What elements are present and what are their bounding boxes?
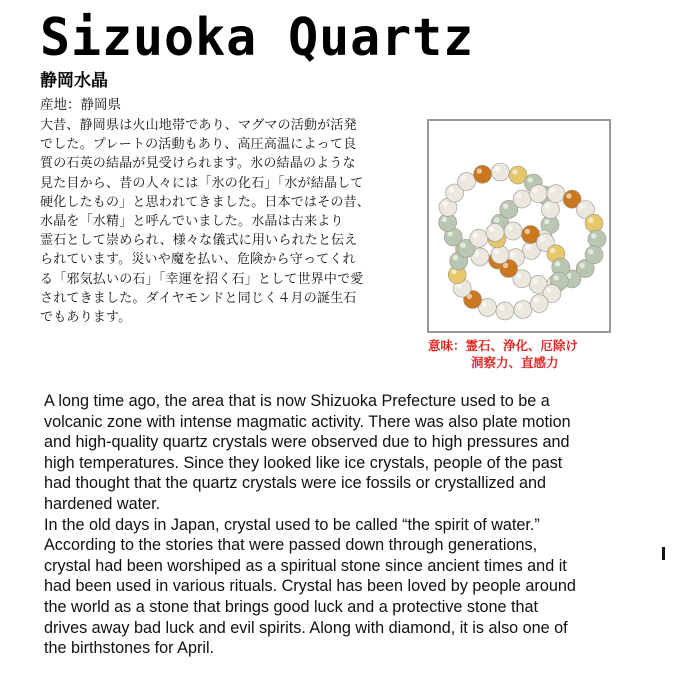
bead-highlight bbox=[554, 275, 559, 280]
bead-highlight bbox=[495, 166, 500, 171]
bead bbox=[585, 214, 603, 232]
bead-highlight bbox=[544, 219, 549, 224]
bead-highlight bbox=[566, 193, 571, 198]
meaning-line-1: 意味：霊石、浄化、厄除け bbox=[428, 338, 579, 353]
en-line: had been used in various rituals. Crystal has been loved by people around bbox=[44, 577, 576, 596]
page-title: Sizuoka Quartz bbox=[40, 8, 475, 68]
bead-highlight bbox=[453, 255, 458, 260]
bead bbox=[530, 295, 548, 313]
bead bbox=[491, 246, 509, 264]
bead-highlight bbox=[510, 252, 515, 257]
jp-line: 見た目から、昔の人々には「氷の化石」「水が結晶して bbox=[40, 175, 364, 191]
bead-highlight bbox=[489, 227, 494, 232]
en-line: crystal had been worshiped as a spiritual stone since ancient times and it bbox=[44, 556, 567, 575]
japanese-title: 静岡水晶 bbox=[40, 71, 108, 91]
en-line: and high-quality quartz crystals were observed due to high pressures and bbox=[44, 433, 570, 452]
bead-highlight bbox=[550, 248, 555, 253]
jp-line: られています。災いや魔を払い、危険から守ってくれ bbox=[40, 252, 356, 268]
bead-highlight bbox=[517, 304, 522, 309]
en-line: the birthstones for April. bbox=[44, 639, 215, 658]
bead-highlight bbox=[494, 217, 499, 222]
bead-highlight bbox=[532, 278, 537, 283]
meaning-line-2: 洞察力、直感力 bbox=[471, 355, 559, 370]
japanese-description bbox=[40, 116, 410, 327]
en-line: According to the stories that were passed down through generations, bbox=[44, 536, 538, 555]
bead-highlight bbox=[580, 204, 585, 209]
bead bbox=[585, 246, 603, 264]
bead-highlight bbox=[533, 298, 538, 303]
bead bbox=[547, 185, 565, 203]
bead-highlight bbox=[516, 273, 521, 278]
bead-highlight bbox=[588, 249, 593, 254]
en-line: the world as a stone that brings good luck and a protective stone that bbox=[44, 597, 539, 616]
bead-highlight bbox=[499, 305, 504, 310]
meaning-caption bbox=[428, 337, 618, 371]
jp-line: でもあります。 bbox=[40, 310, 132, 326]
bead bbox=[470, 229, 488, 247]
bead-highlight bbox=[474, 251, 479, 256]
bead bbox=[513, 190, 531, 208]
bead-highlight bbox=[442, 217, 447, 222]
bead bbox=[504, 222, 522, 240]
en-line: hardened water. bbox=[44, 494, 161, 513]
bead-highlight bbox=[461, 176, 466, 181]
bead bbox=[541, 201, 559, 219]
en-line: high temperatures. Since they looked like ice crystals, people of the past bbox=[44, 453, 563, 472]
bead bbox=[588, 230, 606, 248]
bead bbox=[458, 173, 476, 191]
jp-line: されてきました。ダイヤモンドと同じく４月の誕生石 bbox=[40, 290, 357, 306]
bead-highlight bbox=[512, 169, 517, 174]
jp-line: でした。プレートの活動もあり、高圧高温によって良 bbox=[40, 137, 357, 153]
bead-highlight bbox=[588, 218, 593, 223]
bead-highlight bbox=[477, 168, 482, 173]
bead bbox=[474, 165, 492, 183]
bead-highlight bbox=[545, 204, 550, 209]
bead-highlight bbox=[528, 177, 533, 182]
bead-highlight bbox=[533, 188, 538, 193]
bead bbox=[514, 301, 532, 319]
bead-highlight bbox=[460, 243, 465, 248]
bead-highlight bbox=[525, 229, 530, 234]
bead-highlight bbox=[546, 288, 551, 293]
bead-highlight bbox=[579, 263, 584, 268]
bead-highlight bbox=[591, 233, 596, 238]
bead-highlight bbox=[448, 231, 453, 236]
bead-highlight bbox=[482, 302, 487, 307]
bead-highlight bbox=[540, 237, 545, 242]
bead-highlight bbox=[503, 204, 508, 209]
bracelet-photo bbox=[427, 119, 611, 333]
bead-highlight bbox=[516, 193, 521, 198]
jp-line: 水晶を「水精」と呼んでいました。水晶は古来より bbox=[40, 214, 344, 230]
en-line: In the old days in Japan, crystal used to be called “the spirit of water.” bbox=[44, 515, 540, 534]
bead-highlight bbox=[503, 263, 508, 268]
en-line: drives away bad luck and evil spirits. Along with diamond, it is also one of bbox=[44, 618, 568, 637]
bead bbox=[486, 224, 504, 242]
en-line: A long time ago, the area that is now Shizuoka Prefecture used to be a bbox=[44, 392, 550, 410]
en-line: had thought that the quartz crystals were ice fossils or crystallized and bbox=[44, 474, 547, 493]
jp-line: 霊石として崇められ、様々な儀式に用いられたと伝え bbox=[40, 233, 358, 249]
bead-highlight bbox=[494, 249, 499, 254]
jp-line: 硬化したもの」と思われてきました。日本ではその昔、 bbox=[40, 194, 371, 210]
bead-highlight bbox=[550, 188, 555, 193]
jp-line: 大昔、静岡県は火山地帯であり、マグマの活動が活発 bbox=[40, 118, 357, 133]
bead-highlight bbox=[449, 187, 454, 192]
english-description bbox=[44, 391, 664, 659]
bead bbox=[529, 185, 547, 203]
bead bbox=[491, 163, 509, 181]
stray-mark bbox=[662, 547, 665, 560]
origin-label: 産地：静岡県 bbox=[40, 97, 121, 113]
bead-highlight bbox=[526, 245, 531, 250]
bead-highlight bbox=[507, 225, 512, 230]
bead bbox=[496, 302, 514, 320]
bead-highlight bbox=[442, 201, 447, 206]
bead-highlight bbox=[555, 261, 560, 266]
en-line: volcanic zone with intense magmatic activity. There was also plate motion bbox=[44, 412, 571, 431]
bracelet-illustration bbox=[429, 121, 609, 331]
jp-line: る「邪気払いの石」「幸運を招く石」として世界中で愛 bbox=[40, 271, 364, 287]
bead-highlight bbox=[473, 233, 478, 238]
jp-line: 質の石英の結晶が見受けられます。氷の結晶のような bbox=[40, 156, 356, 172]
